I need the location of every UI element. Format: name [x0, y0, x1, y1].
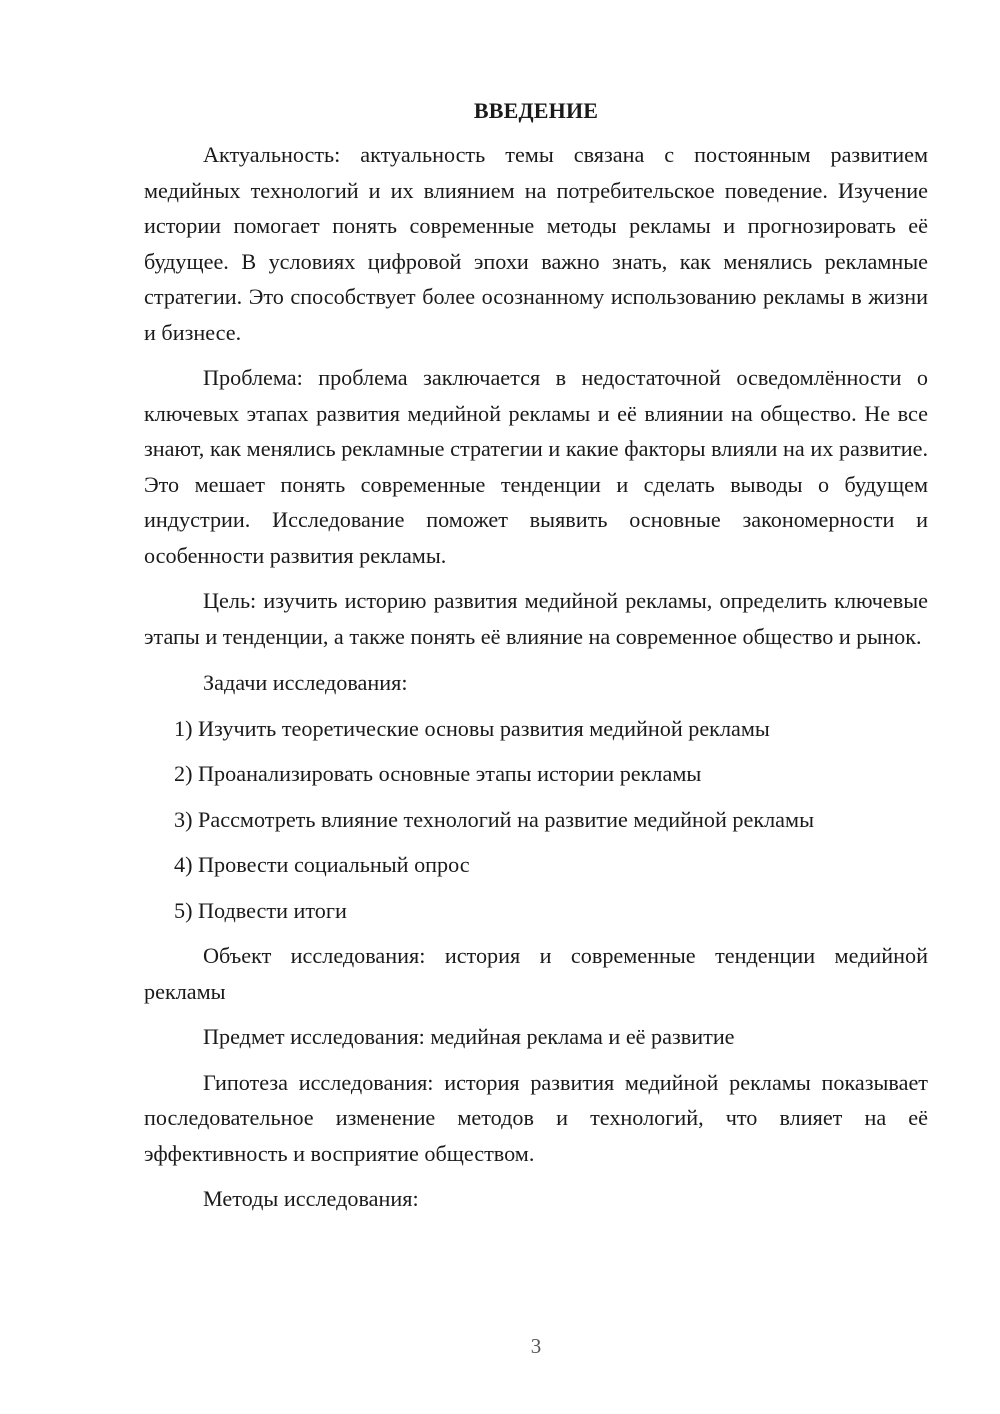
task-item: 4) Провести социальный опрос [174, 852, 470, 877]
relevance-paragraph: Актуальность: актуальность темы связана с постоянным развитием медийных технологий и их влиянием на потребительское поведение. Изучение истории помогает понять современные методы рекламы и прогнозировать её будущее. В условиях цифровой эпохи важно знать, как менялись рекламные стратегии. Это способствует более осознанному использованию рекламы в жизни и бизнесе. [144, 142, 928, 345]
page-heading: ВВЕДЕНИЕ [473, 98, 599, 123]
task-item: 1) Изучить теоретические основы развития медийной рекламы [174, 715, 770, 741]
object-paragraph: Объект исследования: история и современные тенденции медийной рекламы [144, 943, 928, 1004]
tasks-list [144, 711, 928, 929]
methods-paragraph: Методы исследования: [203, 1186, 419, 1211]
problem-paragraph: Проблема: проблема заключается в недостаточной осведомлённости о ключевых этапах развития медийной рекламы и её влиянии на общество. Не все знают, как менялись рекламные стратегии и какие факторы влияли на их развитие. Это мешает понять современные тенденции и сделать выводы о будущем индустрии. Исследование поможет выявить основные закономерности и особенности развития рекламы. [144, 365, 928, 568]
page-content [144, 94, 928, 1217]
task-item: 2) Проанализировать основные этапы истории рекламы [174, 761, 702, 786]
task-item: 5) Подвести итоги [174, 897, 347, 923]
goal-paragraph: Цель: изучить историю развития медийной рекламы, определить ключевые этапы и тенденции, а также понять её влияние на современное общество и рынок. [144, 588, 928, 649]
hypothesis-paragraph: Гипотеза исследования: история развития медийной рекламы показывает последовательное изменение методов и технологий, что влияет на её эффективность и восприятие обществом. [144, 1069, 928, 1166]
tasks-title: Задачи исследования: [203, 670, 408, 695]
subject-paragraph: Предмет исследования: медийная реклама и её развитие [203, 1024, 735, 1049]
task-item: 3) Рассмотреть влияние технологий на развитие медийной рекламы [174, 806, 814, 832]
page-number: 3 [530, 1334, 542, 1358]
